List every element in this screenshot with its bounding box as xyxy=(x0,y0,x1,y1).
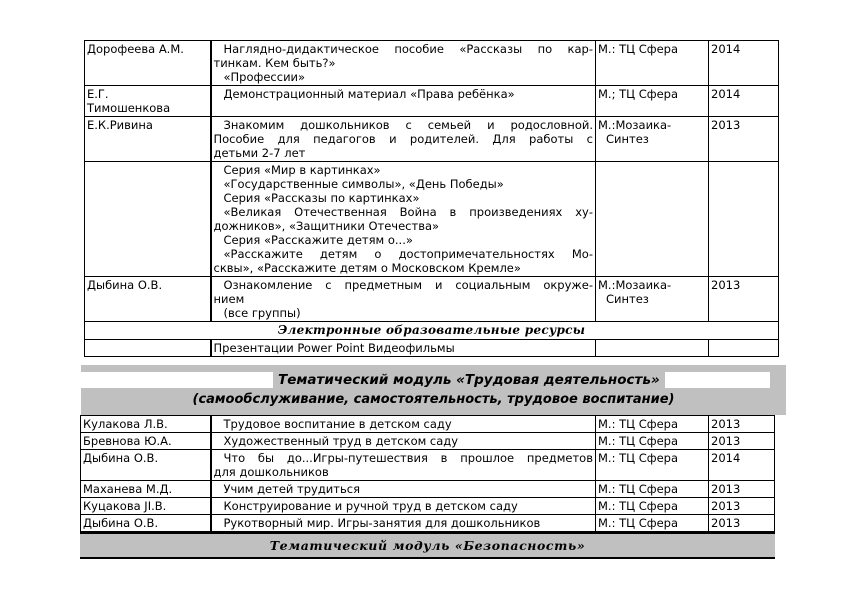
title-cell xyxy=(211,86,596,117)
title-line: (все группы) xyxy=(223,306,301,320)
publisher-cell xyxy=(596,416,709,433)
spacer xyxy=(84,357,794,365)
publisher-name: М.:Мозаика- xyxy=(598,118,672,132)
year-cell xyxy=(709,416,775,433)
title-line: Демонстрационный материал «Права ребёнка» xyxy=(223,87,515,101)
title-cell xyxy=(211,277,596,322)
title-cell xyxy=(211,450,596,481)
table-row xyxy=(85,41,779,86)
year-cell xyxy=(709,498,775,515)
title-cell xyxy=(211,481,596,498)
title-line: Наглядно-дидактическое пособие «Рассказы по кар- xyxy=(223,42,593,56)
publisher-name: М.: ТЦ Сфера xyxy=(598,42,679,56)
year-value: 2013 xyxy=(711,417,741,431)
title-line: тинкам. Кем быть?» xyxy=(213,56,336,70)
title-line: «Великая Отечественная Война в произведениях ху- xyxy=(223,205,593,219)
year-value: 2014 xyxy=(711,87,741,101)
title-line: Учим детей трудиться xyxy=(223,482,360,496)
title-line: Художественный труд в детском саду xyxy=(223,434,459,448)
table-row xyxy=(85,162,779,277)
title-line: Что бы до...Игры-путешествия в прошлое предметов xyxy=(223,451,593,465)
publisher-cell xyxy=(596,481,709,498)
author-cell xyxy=(85,340,211,357)
table-row xyxy=(81,433,775,450)
year-value: 2013 xyxy=(711,499,741,513)
publisher-name: М.: ТЦ Сфера xyxy=(598,417,679,431)
year-cell xyxy=(709,433,775,450)
year-value: 2013 xyxy=(711,516,741,530)
module-band-labor xyxy=(81,365,786,415)
publisher-name: М.: ТЦ Сфера xyxy=(598,516,679,530)
publisher-name: М.: ТЦ Сфера xyxy=(598,434,679,448)
table-row xyxy=(85,277,779,322)
bibliography-table-top xyxy=(84,40,779,357)
title-line: Серия «Рассказы по картинках» xyxy=(223,191,420,205)
year-cell xyxy=(709,117,779,162)
author-name: Кулакова Л.В. xyxy=(83,417,168,431)
table-row xyxy=(81,450,775,481)
publisher-name: М.: ТЦ Сфера xyxy=(598,499,679,513)
title-cell xyxy=(211,117,596,162)
author-cell xyxy=(81,450,211,481)
module-title-safety: Тематический модуль «Безопасность» xyxy=(269,538,586,553)
publisher-name: М.:Мозаика- xyxy=(598,278,672,292)
year-cell xyxy=(709,481,775,498)
year-cell xyxy=(709,340,779,357)
author-name: Дыбина О.В. xyxy=(83,516,159,530)
author-name: Маханева М.Д. xyxy=(83,482,173,496)
bibliography-table-lower xyxy=(80,415,775,532)
title-line: «Профессии» xyxy=(223,70,306,84)
title-cell xyxy=(211,41,596,86)
author-cell xyxy=(85,162,211,277)
title-cell xyxy=(211,433,596,450)
title-line: для дошкольников xyxy=(213,465,329,479)
table-row xyxy=(85,117,779,162)
year-value: 2013 xyxy=(711,482,741,496)
author-cell xyxy=(81,416,211,433)
author-cell xyxy=(81,498,211,515)
title-cell xyxy=(211,162,596,277)
publisher-cell xyxy=(596,162,709,277)
title-line: Серия «Расскажите детям о...» xyxy=(223,233,413,247)
module-band-labor-line1 xyxy=(81,369,786,390)
author-name: Дорофеева А.М. xyxy=(87,42,184,56)
author-cell xyxy=(85,86,211,117)
section-header-row xyxy=(85,322,779,340)
author-cell xyxy=(85,277,211,322)
year-cell xyxy=(709,277,779,322)
year-value: 2014 xyxy=(711,42,741,56)
publisher-cell xyxy=(596,450,709,481)
highlight-box-left xyxy=(81,372,273,388)
title-cell xyxy=(211,498,596,515)
title-line: «Государственные символы», «День Победы» xyxy=(223,177,504,191)
author-cell xyxy=(85,117,211,162)
publisher-cell xyxy=(596,86,709,117)
module-subtitle-labor: (самообслуживание, самостоятельность, трудовое воспитание) xyxy=(192,392,675,407)
module-band-safety xyxy=(80,532,775,559)
title-line: Ознакомление с предметным и социальным окруже- xyxy=(223,278,593,292)
publisher-name: М.; ТЦ Сфера xyxy=(598,87,679,101)
author-name: Бревнова Ю.А. xyxy=(83,434,172,448)
author-cell xyxy=(85,41,211,86)
year-cell xyxy=(709,515,775,532)
title-line: Трудовое воспитание в детском саду xyxy=(223,417,452,431)
publisher-name: М.: ТЦ Сфера xyxy=(598,482,679,496)
title-line: дожников», «Защитники Отечества» xyxy=(213,219,440,233)
publisher-cell xyxy=(596,340,709,357)
year-value: 2014 xyxy=(711,451,741,465)
year-cell xyxy=(709,86,779,117)
title-line: сквы», «Расскажите детям о Московском Кремле» xyxy=(213,261,521,275)
author-name: Дыбина О.В. xyxy=(83,451,159,465)
title-line: «Расскажите детям о достопримечательностях Мо- xyxy=(223,247,593,261)
publisher-name: Синтез xyxy=(606,132,649,146)
author-name: Куцакова JI.В. xyxy=(83,499,167,513)
table-row xyxy=(81,416,775,433)
title-line: Серия «Мир в картинках» xyxy=(223,163,381,177)
author-name: Тимошенкова xyxy=(87,101,171,115)
publisher-cell xyxy=(596,41,709,86)
publisher-cell xyxy=(596,498,709,515)
publisher-cell xyxy=(596,433,709,450)
title-line: Знакомим дошкольников с семьей и родословной. xyxy=(223,118,593,132)
publisher-cell xyxy=(596,515,709,532)
author-cell xyxy=(81,433,211,450)
author-name: Е.Г. xyxy=(87,87,109,101)
title-line: детьми 2-7 лет xyxy=(213,146,306,160)
table-row xyxy=(81,498,775,515)
author-cell xyxy=(81,515,211,532)
publisher-name: Синтез xyxy=(606,292,649,306)
table-row xyxy=(81,481,775,498)
year-value: 2013 xyxy=(711,118,741,132)
title-line: Конструирование и ручной труд в детском саду xyxy=(223,499,518,513)
title-cell xyxy=(211,416,596,433)
table-row xyxy=(85,86,779,117)
publisher-cell xyxy=(596,277,709,322)
publisher-name: М.: ТЦ Сфера xyxy=(598,451,679,465)
table-row xyxy=(81,515,775,532)
title-cell xyxy=(211,340,596,357)
highlight-box-right xyxy=(665,372,770,388)
title-cell xyxy=(211,515,596,532)
module-title-labor: Тематический модуль «Трудовая деятельность» xyxy=(278,371,660,388)
table-row xyxy=(85,340,779,357)
author-name: Дыбина О.В. xyxy=(87,278,163,292)
year-value: 2013 xyxy=(711,278,741,292)
year-cell xyxy=(709,450,775,481)
year-cell xyxy=(709,41,779,86)
author-cell xyxy=(81,481,211,498)
author-name: Е.К.Ривина xyxy=(87,118,153,132)
section-header-electronic-resources: Электронные образовательные ресурсы xyxy=(85,322,779,340)
title-line: нием xyxy=(213,292,245,306)
year-value: 2013 xyxy=(711,434,741,448)
document-content xyxy=(84,40,794,559)
year-cell xyxy=(709,162,779,277)
publisher-cell xyxy=(596,117,709,162)
title-line: Пособие для педагогов и родителей. Для работы с xyxy=(213,132,593,146)
title-line: Презентации Power Point Видеофильмы xyxy=(213,341,455,355)
title-line: Рукотворный мир. Игры-занятия для дошкольников xyxy=(223,516,541,530)
